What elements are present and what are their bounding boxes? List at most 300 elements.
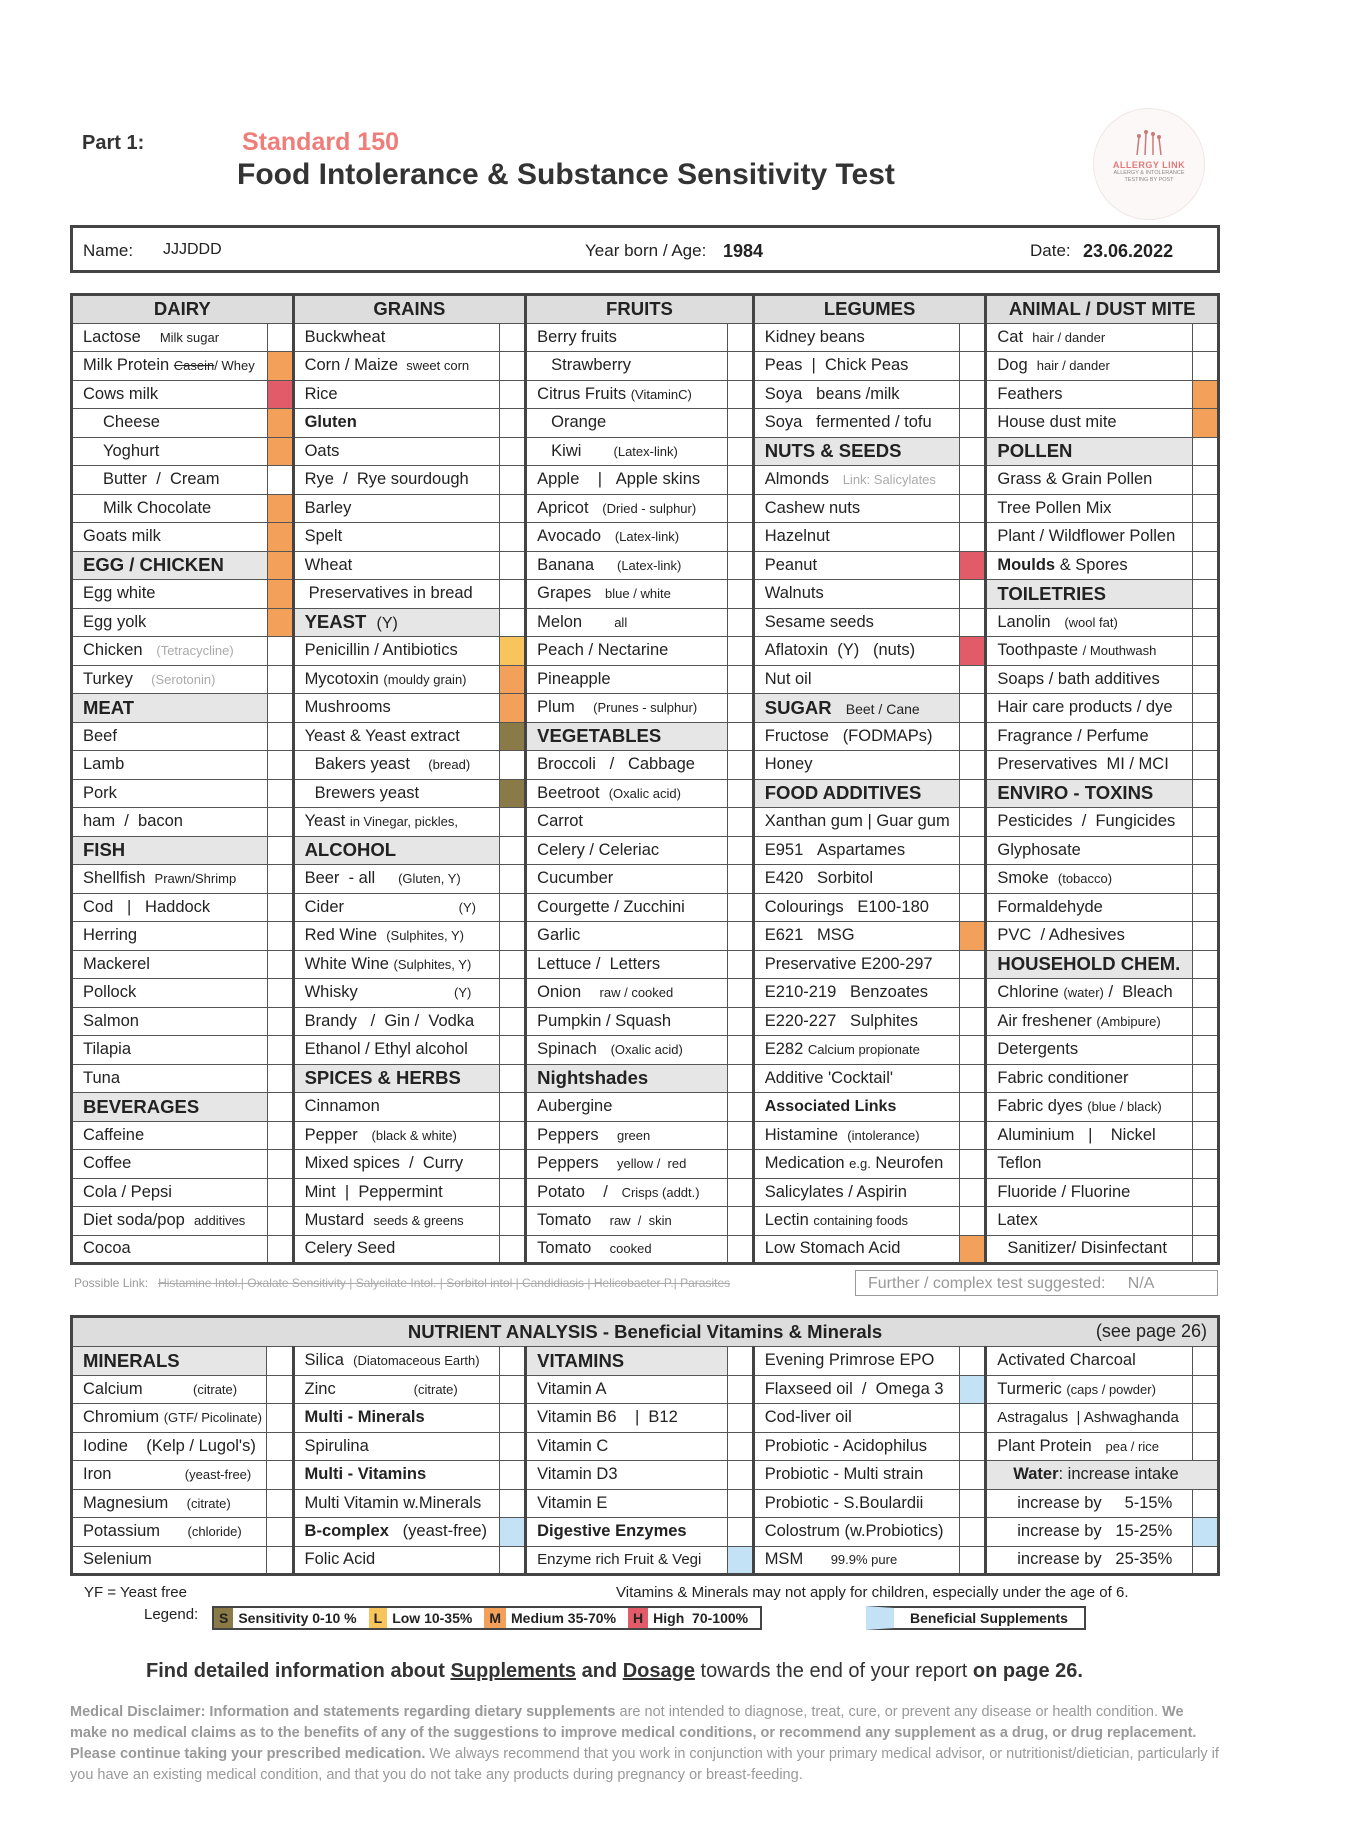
column-header: FRUITS (526, 295, 754, 324)
sensitivity-marker (1192, 580, 1218, 609)
sensitivity-marker (267, 466, 293, 495)
item-label: Brewers yeast (293, 779, 500, 808)
legend-code: H (628, 1608, 648, 1628)
sensitivity-marker (267, 1432, 293, 1461)
logo-tagline-2: TESTING BY POST (1124, 177, 1174, 183)
sensitivity-marker (267, 779, 293, 808)
item-label: Celery / Celeriac (526, 836, 728, 865)
item-label: Tilapia (72, 1036, 268, 1065)
part-label: Part 1: (82, 132, 145, 154)
table-row (72, 1036, 1219, 1065)
table-row (72, 694, 1219, 723)
item-label: Moulds & Spores (986, 551, 1193, 580)
item-label: Mixed spices / Curry (293, 1150, 500, 1179)
vitamins-note: Vitamins & Minerals may not apply for children, especially under the age of 6. (616, 1584, 1129, 1601)
item-label: ham / bacon (72, 808, 268, 837)
table-row (72, 922, 1219, 951)
item-label: Air freshener (Ambipure) (986, 1007, 1193, 1036)
item-label: Salmon (72, 1007, 268, 1036)
sensitivity-marker (1192, 409, 1218, 438)
table-row (72, 1178, 1219, 1207)
sensitivity-marker (960, 1432, 986, 1461)
item-label: Carrot (526, 808, 728, 837)
sensitivity-marker (727, 1150, 753, 1179)
item-label: Beer - all (Gluten, Y) (293, 865, 500, 894)
sensitivity-marker (960, 1235, 986, 1264)
sensitivity-marker (960, 1461, 986, 1490)
item-label: Herring (72, 922, 268, 951)
sensitivity-marker (960, 1064, 986, 1093)
sensitivity-marker (267, 409, 293, 438)
item-label: Lactose Milk sugar (72, 323, 268, 352)
table-row (72, 808, 1219, 837)
item-label: Digestive Enzymes (526, 1518, 728, 1547)
sensitivity-marker (500, 1064, 526, 1093)
sensitivity-marker (727, 1375, 753, 1404)
sensitivity-marker (500, 950, 526, 979)
sensitivity-marker (267, 1489, 293, 1518)
item-label: E951 Aspartames (753, 836, 960, 865)
sensitivity-marker (267, 1404, 293, 1433)
sensitivity-marker (960, 836, 986, 865)
year-born: 1984 (723, 241, 764, 261)
item-label: Banana (Latex-link) (526, 551, 728, 580)
sensitivity-marker (727, 1432, 753, 1461)
item-label: Berry fruits (526, 323, 728, 352)
sensitivity-marker (727, 1207, 753, 1236)
item-label: Orange (526, 409, 728, 438)
legend-label-item: Sensitivity 0-10 % (238, 1610, 357, 1626)
sensitivity-marker (500, 665, 526, 694)
sensitivity-marker (1192, 694, 1218, 723)
item-label: Iodine (Kelp / Lugol's) (72, 1432, 267, 1461)
item-label: Apricot (Dried - sulphur) (526, 494, 728, 523)
sensitivity-marker (500, 1432, 526, 1461)
sensitivity-marker (1192, 836, 1218, 865)
sensitivity-marker (727, 637, 753, 666)
item-label: MINERALS (72, 1347, 267, 1376)
item-label: Broccoli / Cabbage (526, 751, 728, 780)
sensitivity-marker (727, 608, 753, 637)
item-label: Peppers green (526, 1121, 728, 1150)
table-row (72, 523, 1219, 552)
sensitivity-marker (267, 1461, 293, 1490)
item-label: Cider (Y) (293, 893, 500, 922)
item-label: Egg yolk (72, 608, 268, 637)
item-label: MEAT (72, 694, 268, 723)
item-label: Beetroot (Oxalic acid) (526, 779, 728, 808)
item-label: White Wine (Sulphites, Y) (293, 950, 500, 979)
item-label: Ethanol / Ethyl alcohol (293, 1036, 500, 1065)
item-label: Tree Pollen Mix (986, 494, 1193, 523)
sensitivity-marker (267, 922, 293, 951)
item-label: Preservatives in bread (293, 580, 500, 609)
item-label: FISH (72, 836, 268, 865)
sensitivity-marker (1192, 1150, 1218, 1179)
sensitivity-marker (500, 1404, 526, 1433)
item-label: Sesame seeds (753, 608, 960, 637)
sensitivity-marker (267, 893, 293, 922)
sensitivity-marker (727, 1518, 753, 1547)
item-label: Mustard seeds & greens (293, 1207, 500, 1236)
sensitivity-marker (267, 551, 293, 580)
item-label: Corn / Maize sweet corn (293, 352, 500, 381)
item-label: Buckwheat (293, 323, 500, 352)
sensitivity-marker (500, 1235, 526, 1264)
item-label: Potato / Crisps (addt.) (526, 1178, 728, 1207)
sensitivity-marker (267, 637, 293, 666)
table-row (72, 950, 1219, 979)
medical-disclaimer: Medical Disclaimer: Information and statements regarding dietary supplements are not intended to diagnose, treat, cure, or prevent any disease or health condition. We make no medical claims as to the benefits of any of the suggestions to improve medical conditions, or recommend any supplement as a drug, or drug replacement. Please continue taking your prescribed medication. We always recommend that you work in conjunction with your primary medical advisor, or nutritionist/dietician, particularly if you have an existing medical condition, and that you do not take any products during pregnancy or breast-feeding. (70, 1704, 1219, 1783)
item-label: Folic Acid (293, 1546, 500, 1575)
sensitivity-marker (1192, 352, 1218, 381)
sensitivity-marker (267, 608, 293, 637)
item-label: Rye / Rye sourdough (293, 466, 500, 495)
table-row (72, 836, 1219, 865)
sensitivity-marker (267, 580, 293, 609)
item-label: Soya beans /milk (753, 380, 960, 409)
item-label: Selenium (72, 1546, 267, 1575)
item-label: Probiotic - S.Boulardii (753, 1489, 960, 1518)
item-label: Barley (293, 494, 500, 523)
sensitivity-marker (960, 1036, 986, 1065)
item-label: Vitamin B6 | B12 (526, 1404, 728, 1433)
item-label: Chicken (Tetracycline) (72, 637, 268, 666)
sensitivity-marker (1192, 1518, 1218, 1547)
item-label: Apple | Apple skins (526, 466, 728, 495)
item-label: Whisky (Y) (293, 979, 500, 1008)
item-label: Kidney beans (753, 323, 960, 352)
sensitivity-marker (1192, 494, 1218, 523)
item-label: Strawberry (526, 352, 728, 381)
item-label: Histamine (intolerance) (753, 1121, 960, 1150)
sensitivity-marker (1192, 1432, 1218, 1461)
sensitivity-marker (500, 722, 526, 751)
item-label: Cashew nuts (753, 494, 960, 523)
item-label: Pepper (black & white) (293, 1121, 500, 1150)
sensitivity-marker (727, 1489, 753, 1518)
item-label: BEVERAGES (72, 1093, 268, 1122)
sensitivity-marker (727, 323, 753, 352)
sensitivity-marker (500, 1489, 526, 1518)
item-label: Silica (Diatomaceous Earth) (293, 1347, 500, 1376)
sensitivity-marker (267, 665, 293, 694)
sensitivity-marker (727, 1546, 753, 1575)
sensitivity-marker (1192, 1007, 1218, 1036)
item-label: Red Wine (Sulphites, Y) (293, 922, 500, 951)
sensitivity-marker (267, 380, 293, 409)
item-label: Multi Vitamin w.Minerals (293, 1489, 500, 1518)
sensitivity-marker (267, 1007, 293, 1036)
table-row (72, 979, 1219, 1008)
sensitivity-marker (1192, 1121, 1218, 1150)
item-label: Cat hair / dander (986, 323, 1193, 352)
item-label: Shellfish Prawn/Shrimp (72, 865, 268, 894)
item-label: E282 Calcium propionate (753, 1036, 960, 1065)
sensitivity-marker (500, 437, 526, 466)
table-row (72, 608, 1219, 637)
sensitivity-marker (727, 494, 753, 523)
legend (212, 1606, 762, 1630)
table-row (72, 409, 1219, 438)
item-label: Sanitizer/ Disinfectant (986, 1235, 1193, 1264)
sensitivity-marker (727, 779, 753, 808)
table-row (72, 551, 1219, 580)
sensitivity-marker (960, 1150, 986, 1179)
sensitivity-marker (960, 380, 986, 409)
sensitivity-marker (960, 523, 986, 552)
sensitivity-marker (267, 1518, 293, 1547)
sensitivity-marker (1192, 779, 1218, 808)
item-label: Potassium (chloride) (72, 1518, 267, 1547)
sensitivity-marker (500, 1461, 526, 1490)
item-label: Kiwi (Latex-link) (526, 437, 728, 466)
sensitivity-marker (1192, 808, 1218, 837)
sensitivity-marker (727, 950, 753, 979)
table-row (72, 494, 1219, 523)
table-row (72, 1093, 1219, 1122)
column-header: LEGUMES (753, 295, 986, 324)
sensitivity-marker (500, 523, 526, 552)
item-label: Coffee (72, 1150, 268, 1179)
sensitivity-marker (1192, 1207, 1218, 1236)
sensitivity-marker (267, 1235, 293, 1264)
item-label: Pineapple (526, 665, 728, 694)
sensitivity-marker (500, 580, 526, 609)
sensitivity-marker (960, 922, 986, 951)
item-label: Grapes blue / white (526, 580, 728, 609)
table-row (72, 352, 1219, 381)
sensitivity-marker (1192, 865, 1218, 894)
sensitivity-marker (500, 1207, 526, 1236)
sensitivity-marker (500, 893, 526, 922)
item-label: increase by 15-25% (986, 1518, 1193, 1547)
item-label: SUGAR Beet / Cane (753, 694, 960, 723)
item-label: E621 MSG (753, 922, 960, 951)
item-label: Activated Charcoal (986, 1347, 1193, 1376)
item-label: Nightshades (526, 1064, 728, 1093)
page-title: Food Intolerance & Substance Sensitivity Test (237, 158, 895, 191)
sensitivity-marker (267, 1375, 293, 1404)
sensitivity-marker (960, 323, 986, 352)
sensitivity-marker (727, 551, 753, 580)
sensitivity-marker (500, 466, 526, 495)
sensitivity-marker (267, 1150, 293, 1179)
sensitivity-marker (960, 1375, 986, 1404)
sensitivity-marker (1192, 1489, 1218, 1518)
item-label: Gluten (293, 409, 500, 438)
sensitivity-marker (1192, 1375, 1218, 1404)
sensitivity-marker (727, 922, 753, 951)
item-label: Milk Chocolate (72, 494, 268, 523)
logo-tagline-1: ALLERGY & INTOLERANCE (1113, 170, 1185, 176)
item-label: Yoghurt (72, 437, 268, 466)
item-label: Latex (986, 1207, 1193, 1236)
sensitivity-marker (500, 1036, 526, 1065)
item-label: E420 Sorbitol (753, 865, 960, 894)
sensitivity-marker (1192, 523, 1218, 552)
item-label: Multi - Vitamins (293, 1461, 500, 1490)
sensitivity-marker (727, 409, 753, 438)
sensitivity-marker (267, 1347, 293, 1376)
item-label: VITAMINS (526, 1347, 728, 1376)
item-label: Teflon (986, 1150, 1193, 1179)
item-label: Vitamin A (526, 1375, 728, 1404)
item-label: Pesticides / Fungicides (986, 808, 1193, 837)
sensitivity-marker (960, 722, 986, 751)
item-label: Turmeric (caps / powder) (986, 1375, 1193, 1404)
sensitivity-marker (727, 1235, 753, 1264)
sensitivity-marker (267, 694, 293, 723)
sensitivity-marker (500, 1518, 526, 1547)
item-label: Flaxseed oil / Omega 3 (753, 1375, 960, 1404)
item-label: Penicillin / Antibiotics (293, 637, 500, 666)
table-row (72, 1375, 1219, 1404)
item-label: Magnesium (citrate) (72, 1489, 267, 1518)
sensitivity-marker (267, 722, 293, 751)
table-row (72, 1546, 1219, 1575)
item-label: Aflatoxin (Y) (nuts) (753, 637, 960, 666)
item-label: Vitamin D3 (526, 1461, 728, 1490)
table-row (72, 1489, 1219, 1518)
item-label: Associated Links (753, 1093, 960, 1122)
sensitivity-marker (267, 523, 293, 552)
item-label: Fragrance / Perfume (986, 722, 1193, 751)
item-label: Caffeine (72, 1121, 268, 1150)
column-header: ANIMAL / DUST MITE (986, 295, 1219, 324)
column-header: GRAINS (293, 295, 526, 324)
item-label: Lanolin (wool fat) (986, 608, 1193, 637)
item-label: YEAST (Y) (293, 608, 500, 637)
item-label: Hair care products / dye (986, 694, 1193, 723)
see-page: (see page 26) (1095, 1321, 1207, 1341)
item-label: ALCOHOL (293, 836, 500, 865)
item-label: Beef (72, 722, 268, 751)
item-label: Aluminium | Nickel (986, 1121, 1193, 1150)
item-label: Plum (Prunes - sulphur) (526, 694, 728, 723)
patient-info-box (70, 225, 1220, 273)
item-label: Almonds Link: Salicylates (753, 466, 960, 495)
item-label: Tuna (72, 1064, 268, 1093)
sensitivity-marker (267, 352, 293, 381)
sensitivity-marker (727, 352, 753, 381)
sensitivity-marker (500, 865, 526, 894)
item-label: Chlorine (water) / Bleach (986, 979, 1193, 1008)
item-label: Lamb (72, 751, 268, 780)
item-label: Preservatives MI / MCI (986, 751, 1193, 780)
item-label: Hazelnut (753, 523, 960, 552)
legend-label-item: Medium 35-70% (511, 1610, 617, 1626)
sensitivity-marker (500, 922, 526, 951)
sensitivity-marker (1192, 437, 1218, 466)
item-label: Mint | Peppermint (293, 1178, 500, 1207)
item-label: Onion raw / cooked (526, 979, 728, 1008)
item-label: Peppers yellow / red (526, 1150, 728, 1179)
sensitivity-marker (1192, 665, 1218, 694)
sensitivity-marker (1192, 1546, 1218, 1575)
sensitivity-marker (960, 608, 986, 637)
sensitivity-table (70, 293, 1220, 1265)
item-label: B-complex (yeast-free) (293, 1518, 500, 1547)
item-label: Celery Seed (293, 1235, 500, 1264)
item-label: Toothpaste / Mouthwash (986, 637, 1193, 666)
item-label: Grass & Grain Pollen (986, 466, 1193, 495)
sensitivity-marker (727, 751, 753, 780)
sensitivity-marker (500, 779, 526, 808)
sensitivity-marker (727, 380, 753, 409)
item-label: Cows milk (72, 380, 268, 409)
sensitivity-marker (500, 1007, 526, 1036)
item-label: Cheese (72, 409, 268, 438)
table-row (72, 1432, 1219, 1461)
sensitivity-marker (727, 1461, 753, 1490)
item-label: Evening Primrose EPO (753, 1347, 960, 1376)
sensitivity-marker (727, 1347, 753, 1376)
table-row (72, 1150, 1219, 1179)
sensitivity-marker (1192, 637, 1218, 666)
sensitivity-marker (1192, 1036, 1218, 1065)
sensitivity-marker (267, 1546, 293, 1575)
item-label: Butter / Cream (72, 466, 268, 495)
sensitivity-marker (1192, 1235, 1218, 1264)
item-label: Astragalus | Ashwaghanda (986, 1404, 1193, 1433)
flower-icon (1129, 129, 1169, 155)
item-label: Medication e.g. Neurofen (753, 1150, 960, 1179)
table-row (72, 580, 1219, 609)
sensitivity-marker (1192, 722, 1218, 751)
sensitivity-marker (500, 1347, 526, 1376)
sensitivity-marker (500, 352, 526, 381)
sensitivity-marker (960, 665, 986, 694)
sensitivity-marker (960, 580, 986, 609)
sensitivity-marker (727, 665, 753, 694)
sensitivity-marker (500, 494, 526, 523)
sensitivity-marker (1192, 551, 1218, 580)
sensitivity-marker (500, 409, 526, 438)
item-label: HOUSEHOLD CHEM. (986, 950, 1193, 979)
item-label: FOOD ADDITIVES (753, 779, 960, 808)
sensitivity-marker (267, 1093, 293, 1122)
sensitivity-marker (727, 893, 753, 922)
item-label: Courgette / Zucchini (526, 893, 728, 922)
column-header: DAIRY (72, 295, 294, 324)
sensitivity-marker (1192, 922, 1218, 951)
sensitivity-marker (960, 1178, 986, 1207)
sensitivity-marker (500, 323, 526, 352)
sensitivity-marker (500, 637, 526, 666)
sensitivity-marker (960, 551, 986, 580)
sensitivity-marker (267, 437, 293, 466)
table-row (72, 1518, 1219, 1547)
sensitivity-marker (960, 637, 986, 666)
item-label: VEGETABLES (526, 722, 728, 751)
sensitivity-marker (1192, 1404, 1218, 1433)
sensitivity-marker (1192, 608, 1218, 637)
item-label: Fabric dyes (blue / black) (986, 1093, 1193, 1122)
table-row (72, 1461, 1219, 1490)
sensitivity-marker (960, 1489, 986, 1518)
legend-code: L (369, 1608, 388, 1628)
item-label: Cinnamon (293, 1093, 500, 1122)
item-label: Brandy / Gin / Vodka (293, 1007, 500, 1036)
sensitivity-marker (960, 466, 986, 495)
item-label: Low Stomach Acid (753, 1235, 960, 1264)
item-label: Plant Protein pea / rice (986, 1432, 1193, 1461)
beneficial-legend: Beneficial Supplements (866, 1606, 1086, 1630)
sensitivity-marker (960, 352, 986, 381)
item-label: Milk Protein Casein/ Whey (72, 352, 268, 381)
item-label: Pork (72, 779, 268, 808)
